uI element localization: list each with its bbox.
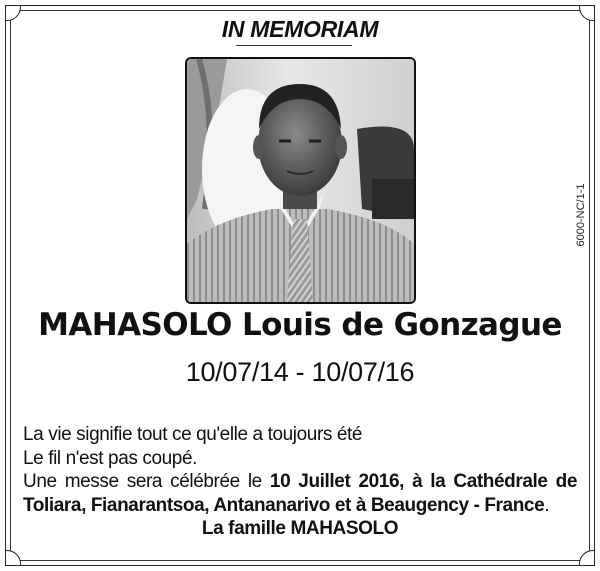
life-dates: 10/07/14 - 10/07/16 — [185, 357, 415, 387]
title-underline — [236, 45, 352, 46]
mass-places-1: à la Cathédrale de — [412, 471, 577, 492]
page-title: IN MEMORIAM — [221, 16, 379, 42]
mass-places-line — [23, 494, 577, 518]
family-signature: La famille MAHASOLO — [201, 518, 399, 539]
mass-places-2: Toliara, Fianarantsoa, Antananarivo et à Beaugency - France — [23, 494, 545, 516]
mass-end: . — [544, 494, 550, 516]
message-line: Le fil n'est pas coupé. — [23, 447, 197, 469]
mass-date: 10 Juillet 2016 — [269, 471, 400, 492]
mass-comma: , — [399, 471, 413, 492]
reference-code: 6000-NC/1-1 — [575, 183, 587, 247]
mass-intro: Une messe sera célébrée le — [23, 471, 270, 492]
deceased-name: MAHASOLO Louis de Gonzague — [38, 307, 562, 343]
message-block — [23, 423, 577, 541]
mass-announcement-line — [23, 470, 577, 494]
portrait-illustration — [187, 59, 414, 302]
message-line: La vie signifie tout ce qu'elle a toujours été — [23, 424, 363, 445]
portrait-photo — [185, 57, 416, 304]
